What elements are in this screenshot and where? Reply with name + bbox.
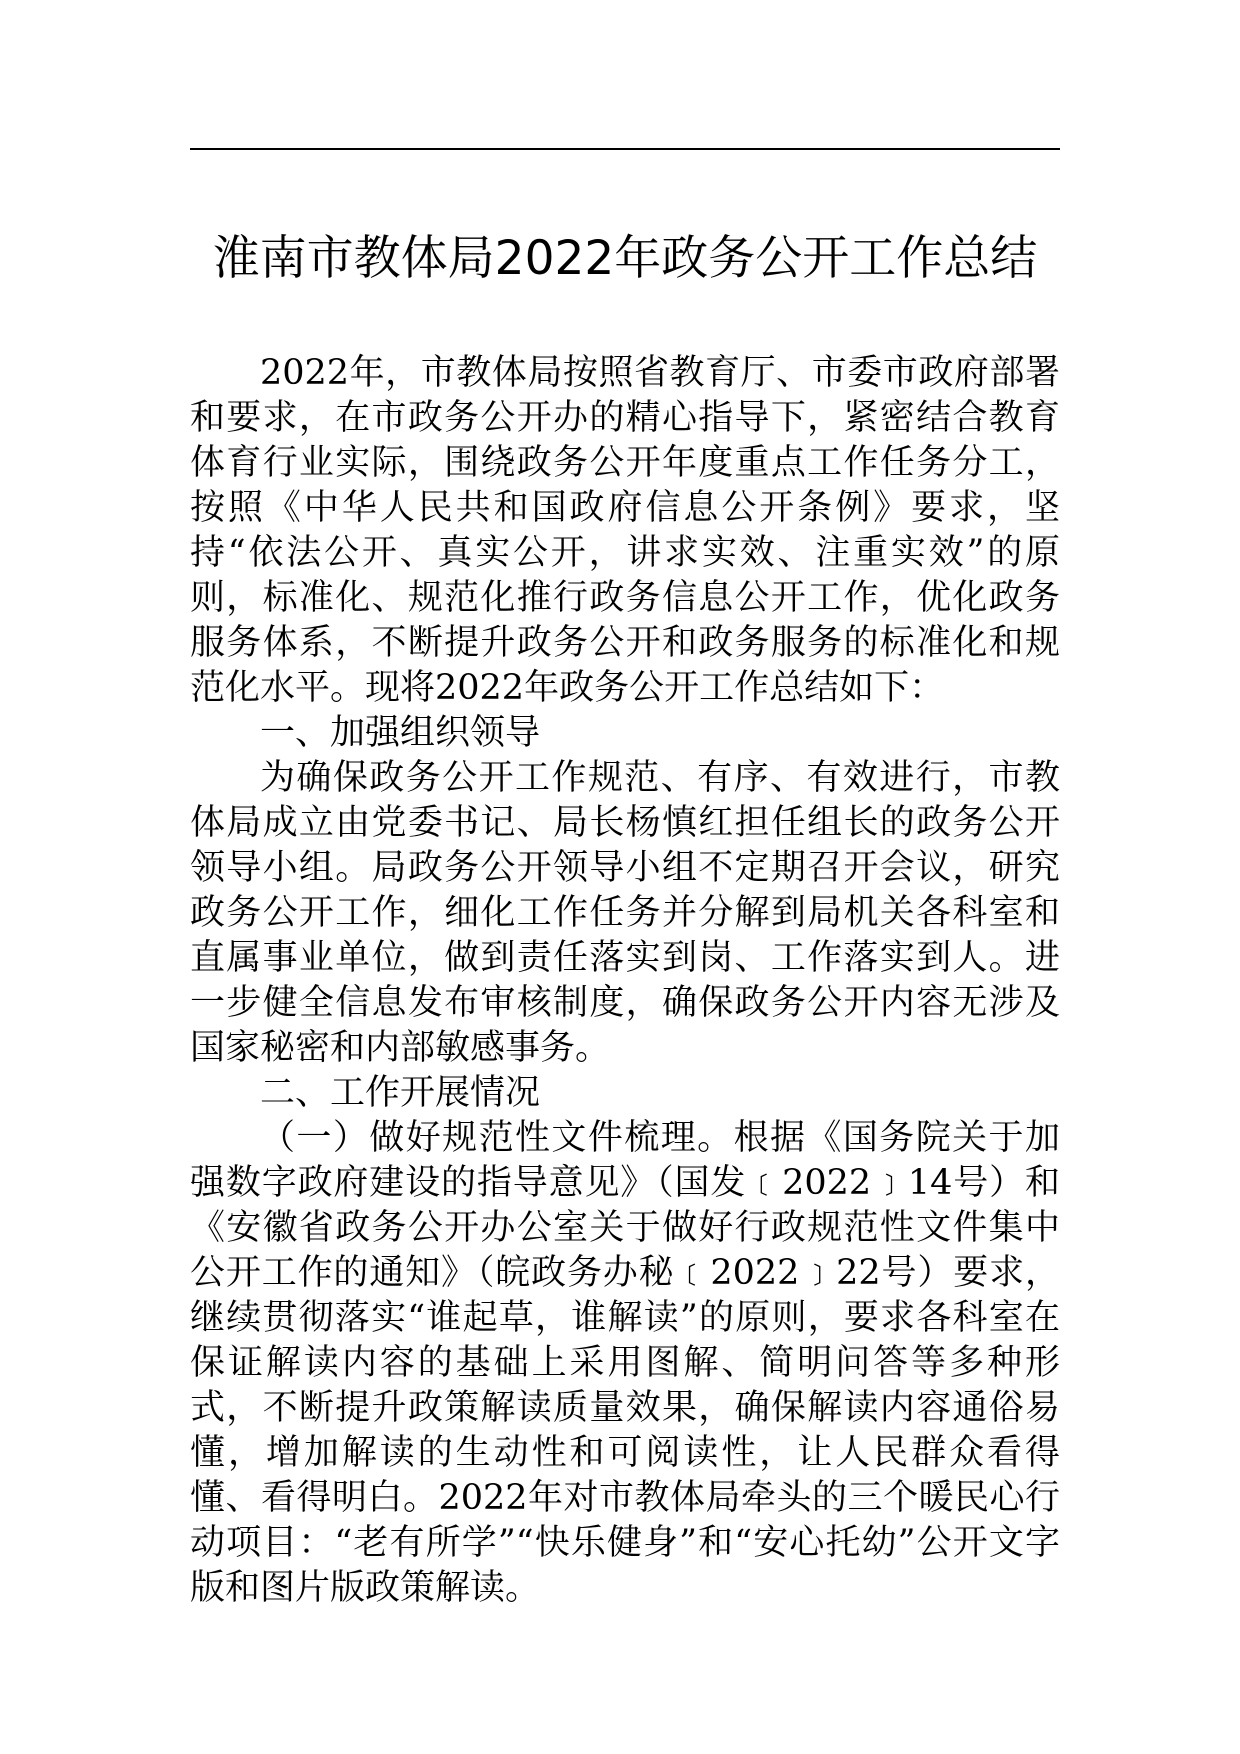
document-body: [190, 351, 1060, 1611]
section-heading-2: 二、工作开展情况: [260, 1073, 541, 1113]
paragraph-intro: 2022年，市教体局按照省教育厅、市委市政府部署和要求，在市政务公开办的精心指导下，紧密结合教育体育行业实际，围绕政务公开年度重点工作任务分工，按照《中华人民共和国政府信息公开条例》要求，坚持“依法公开、真实公开，讲求实效、注重实效”的原则，标准化、规范化推行政务信息公开工作，优化政务服务体系，不断提升政务公开和政务服务的标准化和规范化水平。现将2022年政务公开工作总结如下：: [190, 353, 1060, 708]
document-title: 淮南市教体局2022年政务公开工作总结: [212, 231, 1038, 286]
paragraph-normative-documents: （一）做好规范性文件梳理。根据《国务院关于加强数字政府建设的指导意见》（国发﹝2022﹞14号）和《安徽省政务公开办公室关于做好行政规范性文件集中公开工作的通知》（皖政务办秘﹝2022﹞22号）要求，继续贯彻落实“谁起草，谁解读”的原则，要求各科室在保证解读内容的基础上采用图解、简明问答等多种形式，不断提升政策解读质量效果，确保解读内容通俗易懂，增加解读的生动性和可阅读性，让人民群众看得懂、看得明白。2022年对市教体局牵头的三个暖民心行动项目：“老有所学”“快乐健身”和“安心托幼”公开文字版和图片版政策解读。: [190, 1118, 1060, 1608]
section-heading-1: 一、加强组织领导: [260, 713, 541, 753]
paragraph-organization: 为确保政务公开工作规范、有序、有效进行，市教体局成立由党委书记、局长杨慎红担任组长的政务公开领导小组。局政务公开领导小组不定期召开会议，研究政务公开工作，细化工作任务并分解到局机关各科室和直属事业单位，做到责任落实到岗、工作落实到人。进一步健全信息发布审核制度，确保政务公开内容无涉及国家秘密和内部敏感事务。: [190, 758, 1060, 1068]
header-rule: [190, 148, 1060, 150]
